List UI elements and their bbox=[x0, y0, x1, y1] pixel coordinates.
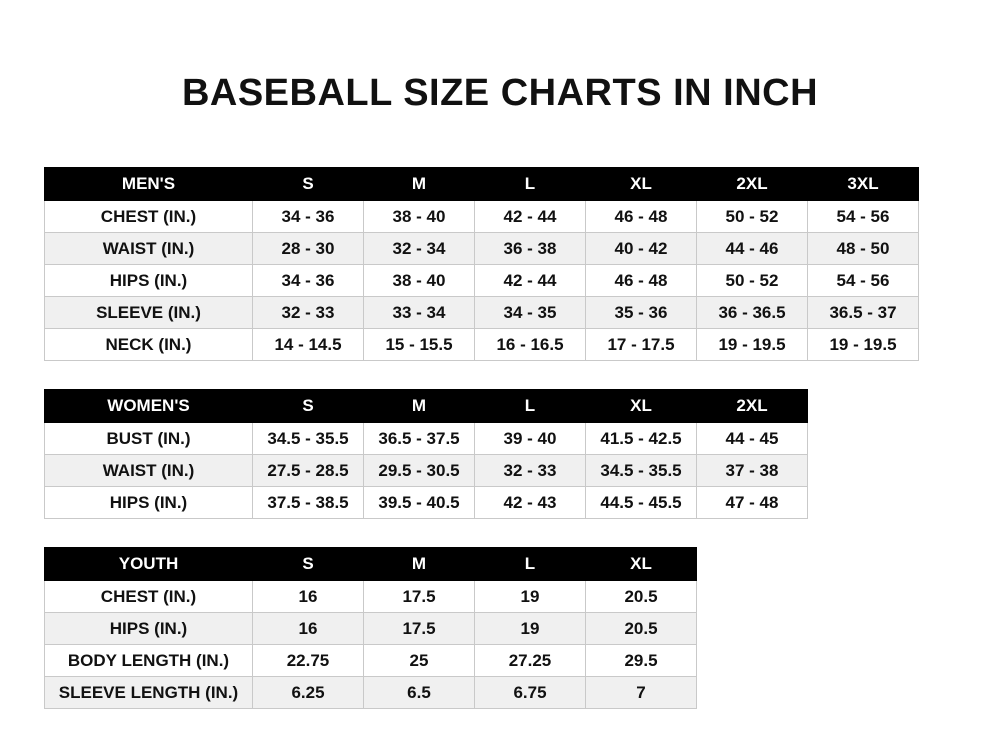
column-header: M bbox=[364, 168, 475, 201]
column-header: M bbox=[364, 548, 475, 581]
table-cell: 15 - 15.5 bbox=[364, 329, 475, 361]
table-header-row bbox=[45, 548, 697, 581]
row-label: WAIST (IN.) bbox=[45, 455, 253, 487]
table-cell: 19 bbox=[475, 613, 586, 645]
table-cell: 37.5 - 38.5 bbox=[253, 487, 364, 519]
table-cell: 6.75 bbox=[475, 677, 586, 709]
table-cell: 34.5 - 35.5 bbox=[253, 423, 364, 455]
table-cell: 34 - 36 bbox=[253, 265, 364, 297]
table-cell: 46 - 48 bbox=[586, 265, 697, 297]
table-cell: 20.5 bbox=[586, 613, 697, 645]
table-row bbox=[45, 677, 697, 709]
table-cell: 42 - 43 bbox=[475, 487, 586, 519]
column-header: MEN'S bbox=[45, 168, 253, 201]
column-header: 2XL bbox=[697, 390, 808, 423]
table-cell: 39.5 - 40.5 bbox=[364, 487, 475, 519]
table-cell: 32 - 33 bbox=[253, 297, 364, 329]
column-header: M bbox=[364, 390, 475, 423]
womens-size-table bbox=[44, 389, 808, 519]
table-cell: 35 - 36 bbox=[586, 297, 697, 329]
column-header: L bbox=[475, 168, 586, 201]
table-cell: 36.5 - 37.5 bbox=[364, 423, 475, 455]
column-header: WOMEN'S bbox=[45, 390, 253, 423]
column-header: XL bbox=[586, 390, 697, 423]
table-cell: 37 - 38 bbox=[697, 455, 808, 487]
column-header: 2XL bbox=[697, 168, 808, 201]
column-header: XL bbox=[586, 168, 697, 201]
table-cell: 17.5 bbox=[364, 613, 475, 645]
table-cell: 44 - 45 bbox=[697, 423, 808, 455]
table-cell: 33 - 34 bbox=[364, 297, 475, 329]
table-row bbox=[45, 423, 808, 455]
table-cell: 42 - 44 bbox=[475, 201, 586, 233]
table-cell: 34 - 35 bbox=[475, 297, 586, 329]
table-cell: 19 - 19.5 bbox=[808, 329, 919, 361]
table-cell: 29.5 - 30.5 bbox=[364, 455, 475, 487]
row-label: CHEST (IN.) bbox=[45, 201, 253, 233]
table-cell: 54 - 56 bbox=[808, 201, 919, 233]
table-cell: 19 - 19.5 bbox=[697, 329, 808, 361]
table-row bbox=[45, 487, 808, 519]
table-cell: 27.25 bbox=[475, 645, 586, 677]
table-cell: 34.5 - 35.5 bbox=[586, 455, 697, 487]
table-row bbox=[45, 329, 919, 361]
column-header: S bbox=[253, 390, 364, 423]
table-cell: 38 - 40 bbox=[364, 265, 475, 297]
table-cell: 32 - 34 bbox=[364, 233, 475, 265]
table-cell: 7 bbox=[586, 677, 697, 709]
table-cell: 50 - 52 bbox=[697, 265, 808, 297]
table-cell: 50 - 52 bbox=[697, 201, 808, 233]
table-cell: 48 - 50 bbox=[808, 233, 919, 265]
row-label: WAIST (IN.) bbox=[45, 233, 253, 265]
table-cell: 47 - 48 bbox=[697, 487, 808, 519]
column-header: L bbox=[475, 390, 586, 423]
table-cell: 17.5 bbox=[364, 581, 475, 613]
row-label: HIPS (IN.) bbox=[45, 487, 253, 519]
table-row bbox=[45, 645, 697, 677]
row-label: HIPS (IN.) bbox=[45, 265, 253, 297]
table-cell: 39 - 40 bbox=[475, 423, 586, 455]
table-cell: 6.25 bbox=[253, 677, 364, 709]
column-header: YOUTH bbox=[45, 548, 253, 581]
table-cell: 17 - 17.5 bbox=[586, 329, 697, 361]
column-header: XL bbox=[586, 548, 697, 581]
table-cell: 40 - 42 bbox=[586, 233, 697, 265]
table-cell: 16 bbox=[253, 613, 364, 645]
table-cell: 36.5 - 37 bbox=[808, 297, 919, 329]
mens-size-table bbox=[44, 167, 919, 361]
column-header: L bbox=[475, 548, 586, 581]
table-cell: 14 - 14.5 bbox=[253, 329, 364, 361]
table-cell: 36 - 36.5 bbox=[697, 297, 808, 329]
row-label: NECK (IN.) bbox=[45, 329, 253, 361]
table-cell: 44.5 - 45.5 bbox=[586, 487, 697, 519]
tables-container bbox=[0, 167, 1000, 709]
table-row bbox=[45, 455, 808, 487]
table-cell: 22.75 bbox=[253, 645, 364, 677]
table-row bbox=[45, 581, 697, 613]
column-header: S bbox=[253, 548, 364, 581]
table-cell: 32 - 33 bbox=[475, 455, 586, 487]
table-cell: 16 bbox=[253, 581, 364, 613]
row-label: CHEST (IN.) bbox=[45, 581, 253, 613]
page-title: BASEBALL SIZE CHARTS IN INCH bbox=[181, 72, 819, 114]
table-cell: 34 - 36 bbox=[253, 201, 364, 233]
row-label: BODY LENGTH (IN.) bbox=[45, 645, 253, 677]
table-cell: 25 bbox=[364, 645, 475, 677]
table-row bbox=[45, 233, 919, 265]
table-row bbox=[45, 201, 919, 233]
table-cell: 19 bbox=[475, 581, 586, 613]
table-header-row bbox=[45, 390, 808, 423]
table-cell: 46 - 48 bbox=[586, 201, 697, 233]
table-cell: 36 - 38 bbox=[475, 233, 586, 265]
row-label: SLEEVE (IN.) bbox=[45, 297, 253, 329]
table-cell: 41.5 - 42.5 bbox=[586, 423, 697, 455]
column-header: 3XL bbox=[808, 168, 919, 201]
table-cell: 29.5 bbox=[586, 645, 697, 677]
table-cell: 42 - 44 bbox=[475, 265, 586, 297]
table-row bbox=[45, 297, 919, 329]
row-label: HIPS (IN.) bbox=[45, 613, 253, 645]
youth-size-table bbox=[44, 547, 697, 709]
row-label: SLEEVE LENGTH (IN.) bbox=[45, 677, 253, 709]
table-row bbox=[45, 613, 697, 645]
table-cell: 6.5 bbox=[364, 677, 475, 709]
table-cell: 16 - 16.5 bbox=[475, 329, 586, 361]
table-cell: 38 - 40 bbox=[364, 201, 475, 233]
row-label: BUST (IN.) bbox=[45, 423, 253, 455]
table-cell: 54 - 56 bbox=[808, 265, 919, 297]
table-cell: 44 - 46 bbox=[697, 233, 808, 265]
table-header-row bbox=[45, 168, 919, 201]
table-row bbox=[45, 265, 919, 297]
column-header: S bbox=[253, 168, 364, 201]
table-cell: 28 - 30 bbox=[253, 233, 364, 265]
table-cell: 27.5 - 28.5 bbox=[253, 455, 364, 487]
table-cell: 20.5 bbox=[586, 581, 697, 613]
